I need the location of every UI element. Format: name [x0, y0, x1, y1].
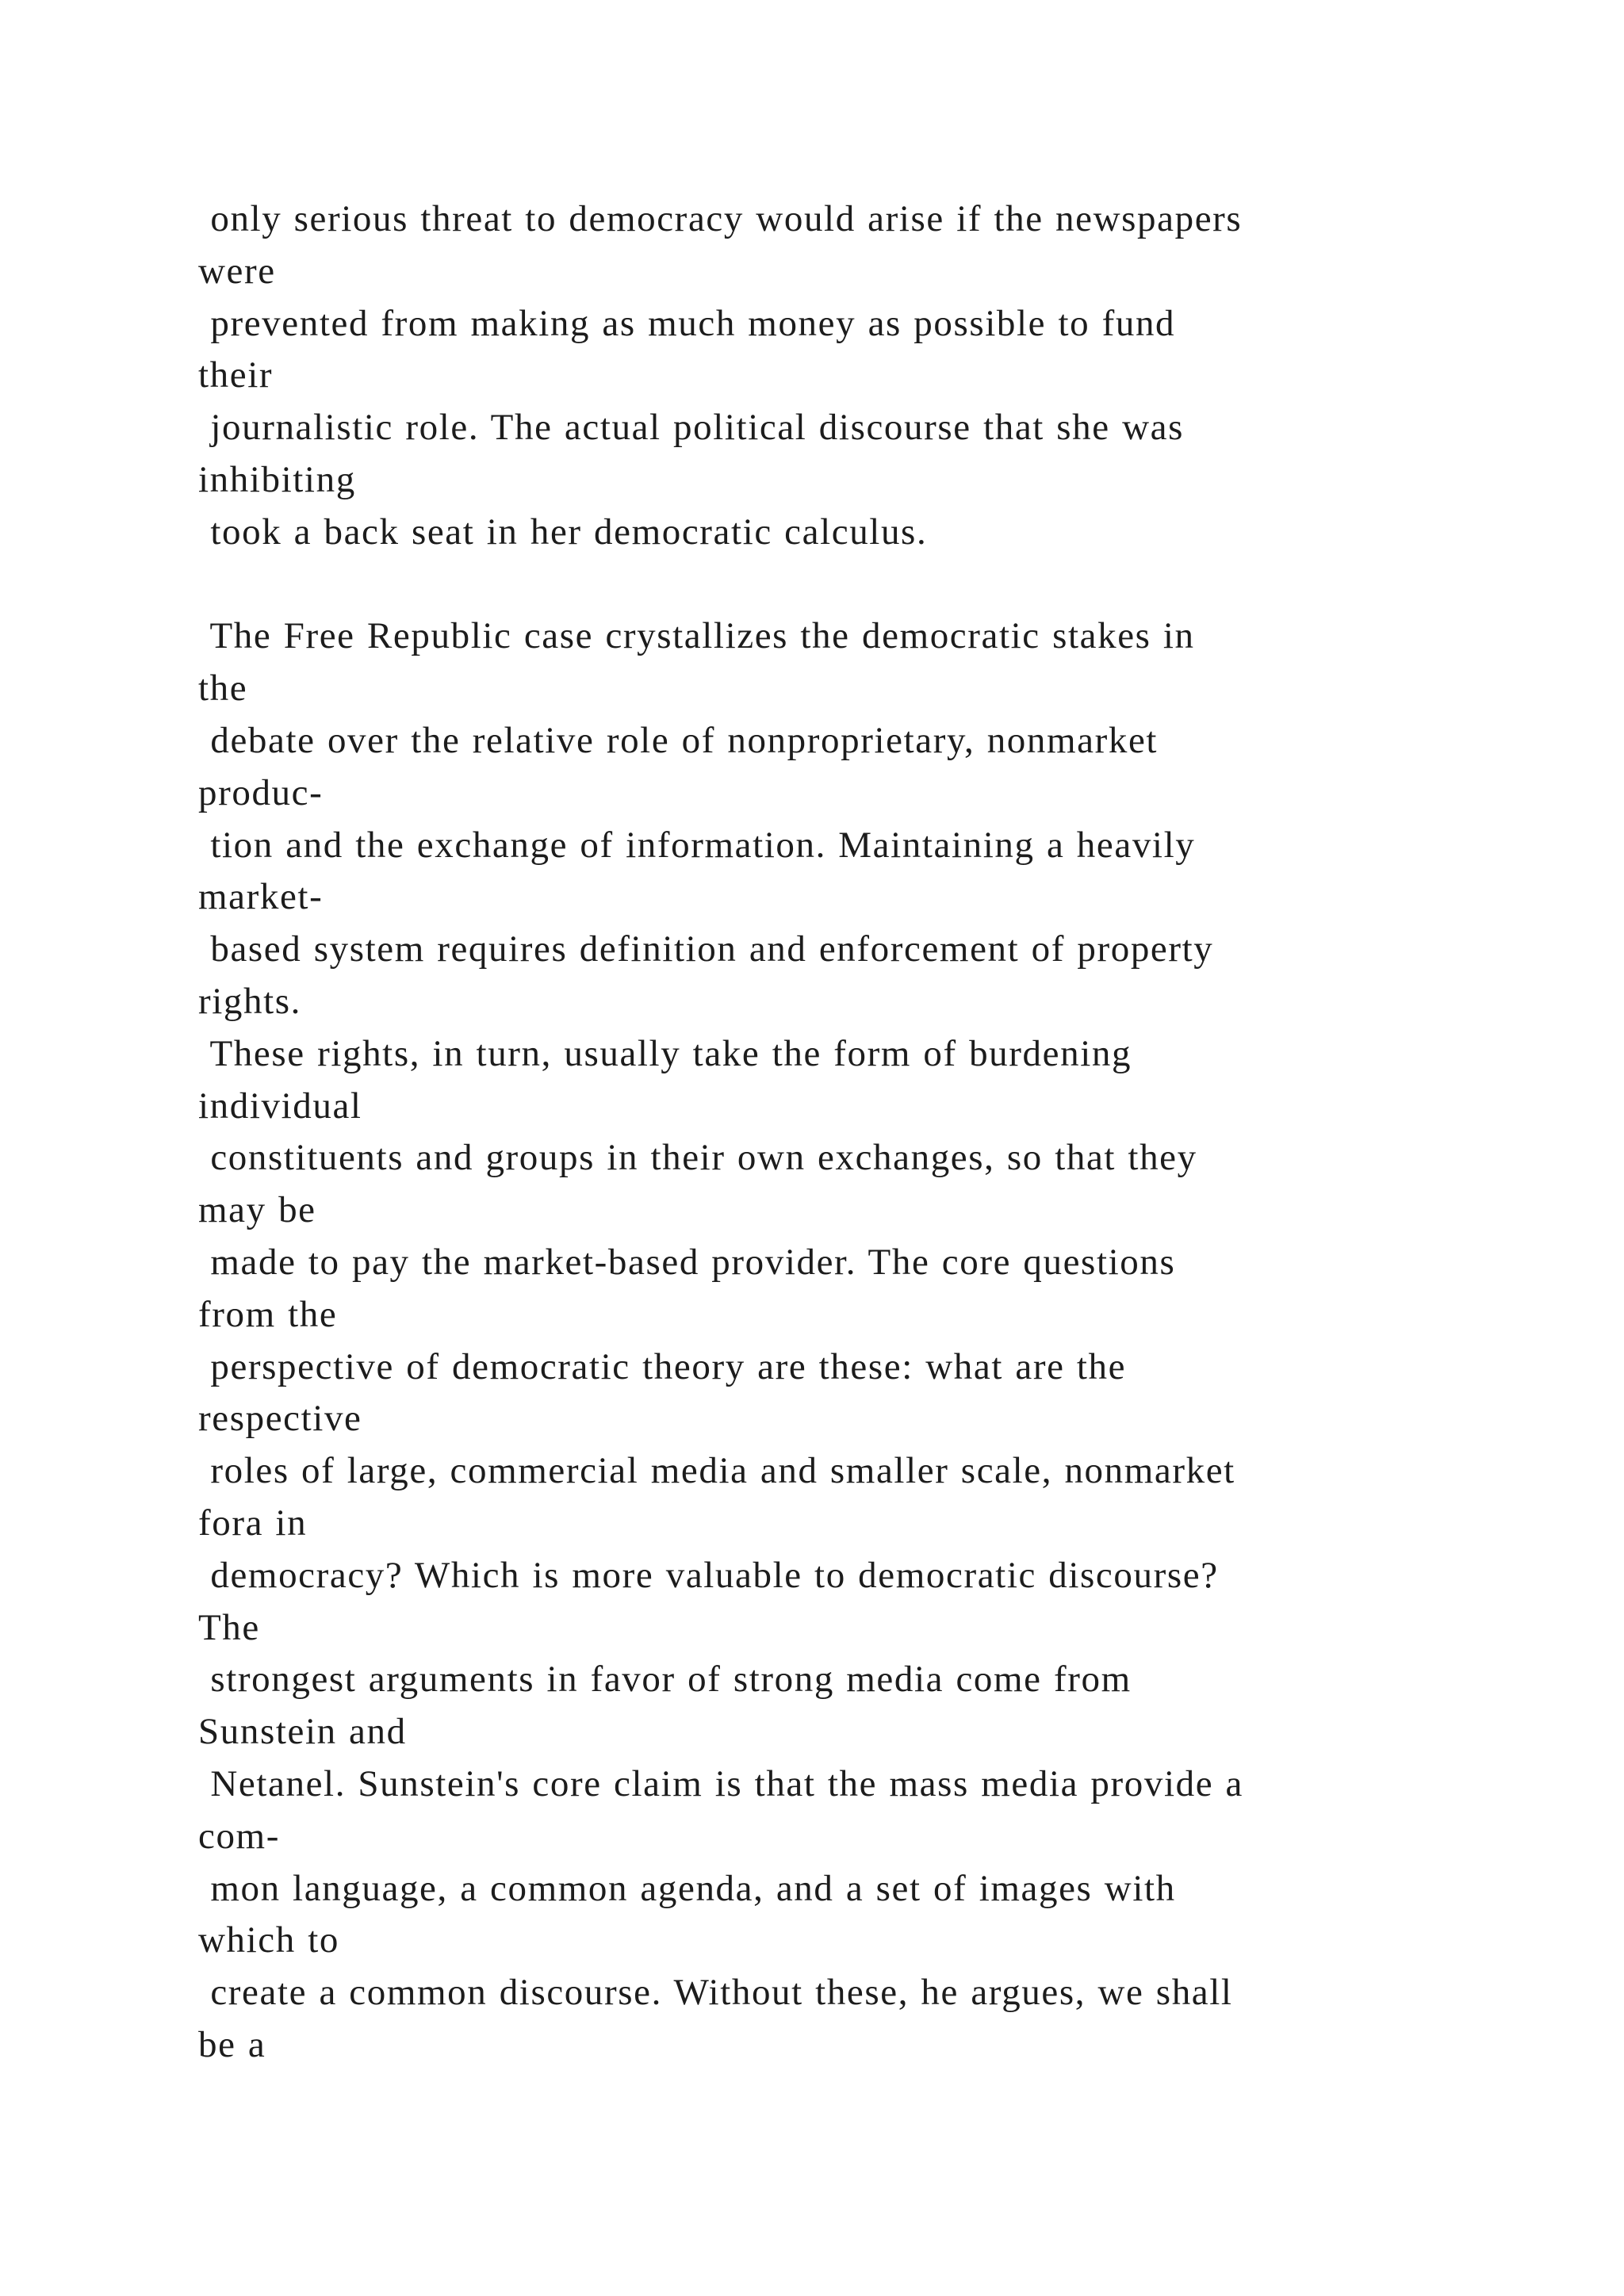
text-line: journalistic role. The actual political discourse that she was: [198, 407, 1184, 449]
text-line: respective: [198, 1398, 362, 1440]
text-line: were: [198, 250, 276, 292]
paragraph-break: [198, 559, 1467, 611]
text-line: democracy? Which is more valuable to democratic discourse?: [198, 1554, 1219, 1596]
text-line: The: [198, 1606, 260, 1648]
text-line: their: [198, 354, 274, 396]
text-line: roles of large, commercial media and smaller scale, nonmarket: [198, 1450, 1235, 1492]
text-line: based system requires definition and enforcement of property: [198, 928, 1214, 970]
text-line: took a back seat in her democratic calculus.: [198, 511, 928, 553]
text-line: These rights, in turn, usually take the form of burdening: [198, 1032, 1132, 1074]
text-line: Sunstein and: [198, 1711, 407, 1753]
text-line: fora in: [198, 1502, 308, 1544]
text-line: the: [198, 668, 248, 710]
text-line: market-: [198, 876, 324, 918]
text-line: com-: [198, 1815, 280, 1857]
text-line: create a common discourse. Without these, he argues, we shall: [198, 1972, 1233, 2014]
text-line: rights.: [198, 980, 302, 1022]
text-line: perspective of democratic theory are these: what are the: [198, 1345, 1127, 1387]
text-line: only serious threat to democracy would arise if the newspapers: [198, 198, 1243, 239]
text-line: prevented from making as much money as possible to fund: [198, 302, 1176, 344]
text-line: Netanel. Sunstein's core claim is that the mass media provide a: [198, 1762, 1243, 1804]
text-line: produc-: [198, 771, 324, 813]
text-line: constituents and groups in their own exchanges, so that they: [198, 1137, 1197, 1179]
text-line: from the: [198, 1293, 338, 1335]
document-body: [198, 193, 1467, 2072]
text-line: which to: [198, 1919, 339, 1961]
text-line: individual: [198, 1085, 362, 1127]
text-line: may be: [198, 1189, 316, 1231]
text-line: mon language, a common agenda, and a set of images with: [198, 1867, 1176, 1909]
text-line: made to pay the market-based provider. The core questions: [198, 1241, 1176, 1283]
text-line: The Free Republic case crystallizes the democratic stakes in: [198, 615, 1195, 657]
text-line: debate over the relative role of nonproprietary, nonmarket: [198, 719, 1159, 761]
text-line: be a: [198, 2023, 266, 2065]
text-line: tion and the exchange of information. Maintaining a heavily: [198, 824, 1196, 866]
text-line: inhibiting: [198, 458, 356, 500]
text-line: strongest arguments in favor of strong media come from: [198, 1659, 1132, 1701]
